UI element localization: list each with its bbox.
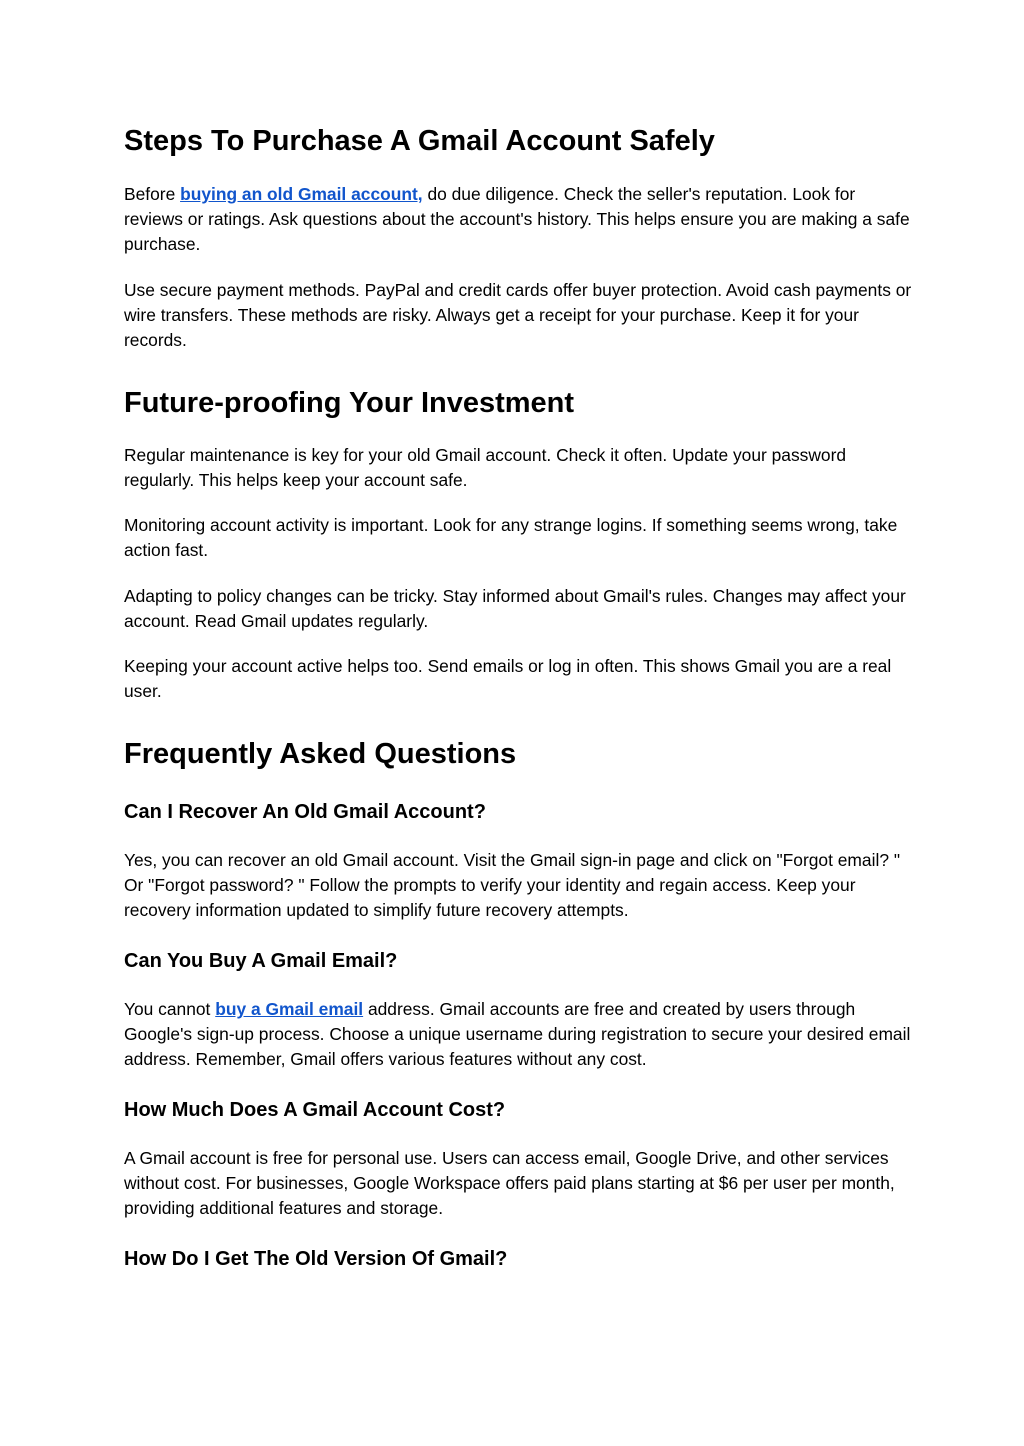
faq-question-recover: Can I Recover An Old Gmail Account? — [124, 801, 486, 823]
faq-question-buy-email: Can You Buy A Gmail Email? — [124, 950, 398, 972]
paragraph-maintenance: Regular maintenance is key for your old Gmail account. Check it often. Update your password regularly. This helps keep your account safe. — [124, 445, 847, 490]
text-after-link: do due diligence. Check the seller's reputation. Look for reviews or ratings. Ask questions about the account's history. This helps ensure you are making a safe purchase. — [124, 184, 910, 254]
faq-question-old-version: How Do I Get The Old Version Of Gmail? — [124, 1248, 508, 1270]
link-buy-gmail-email[interactable]: buy a Gmail email — [215, 999, 364, 1019]
paragraph-due-diligence — [124, 182, 914, 257]
text-before-link: Before — [124, 184, 181, 204]
faq-question-cost: How Much Does A Gmail Account Cost? — [124, 1099, 506, 1121]
faq-answer-buy-email — [124, 997, 914, 1072]
heading-purchase-safely: Steps To Purchase A Gmail Account Safely — [124, 125, 715, 157]
text-after-link: address. Gmail accounts are free and created by users through Google's sign-up process. Choose a unique username during registration to secure your desired email address. Remember, Gmail offers various features without any cost. — [124, 999, 911, 1069]
heading-faq: Frequently Asked Questions — [124, 738, 517, 770]
faq-answer-cost: A Gmail account is free for personal use. Users can access email, Google Drive, and other services without cost. For businesses, Google Workspace offers paid plans starting at $6 per user per month, providing additional features and storage. — [124, 1148, 895, 1218]
paragraph-keep-active: Keeping your account active helps too. Send emails or log in often. This shows Gmail you are a real user. — [124, 656, 892, 701]
heading-future-proofing: Future-proofing Your Investment — [124, 387, 575, 419]
paragraph-monitoring: Monitoring account activity is important. Look for any strange logins. If something seems wrong, take action fast. — [124, 515, 898, 560]
link-buying-old-gmail[interactable]: buying an old Gmail account, — [180, 184, 423, 204]
paragraph-secure-payment: Use secure payment methods. PayPal and credit cards offer buyer protection. Avoid cash payments or wire transfers. These methods are risky. Always get a receipt for your purchase. Keep it for your records. — [124, 280, 912, 350]
paragraph-policy-changes: Adapting to policy changes can be tricky. Stay informed about Gmail's rules. Changes may affect your account. Read Gmail updates regularly. — [124, 586, 906, 631]
faq-answer-recover: Yes, you can recover an old Gmail account. Visit the Gmail sign-in page and click on "Forgot email? " Or "Forgot password? " Follow the prompts to verify your identity and regain access. Keep your recovery information updated to simplify future recovery attempts. — [124, 850, 900, 920]
text-before-link: You cannot — [124, 999, 216, 1019]
